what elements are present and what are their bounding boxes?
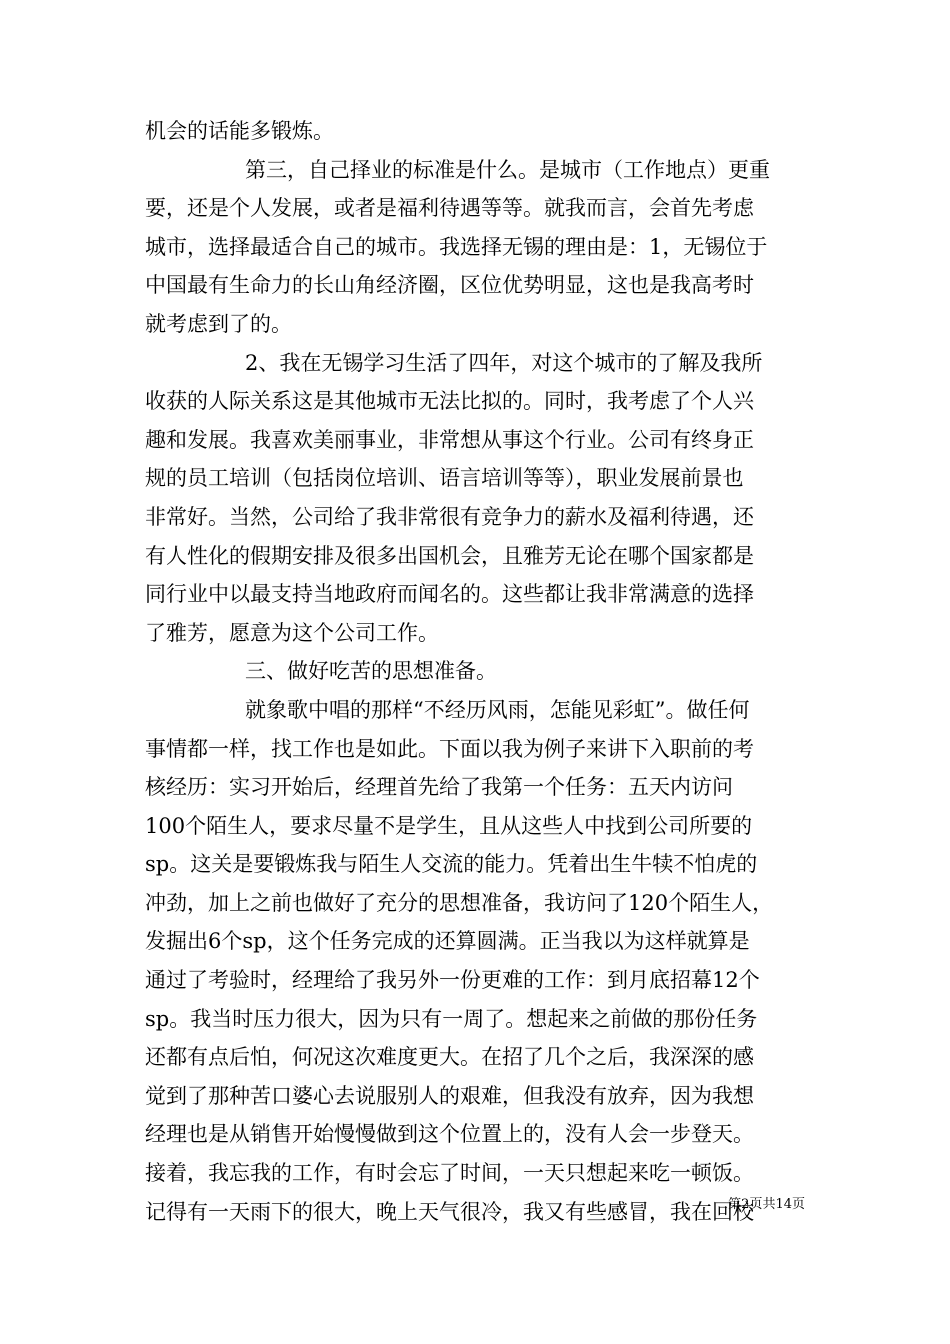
text-line: 记得有一天雨下的很大，晚上天气很冷，我又有些感冒，我在回校 [145,1199,754,1224]
text-line: 接着，我忘我的工作，有时会忘了时间，一天只想起来吃一顿饭。 [145,1161,754,1186]
text-line: 发掘出6个sp，这个任务完成的还算圆满。正当我以为这样就算是 [145,929,750,954]
text-line: 要，还是个人发展，或者是福利待遇等等。就我而言，会首先考虑 [145,196,754,221]
text-line: 规的员工培训（包括岗位培训、语言培训等等），职业发展前景也 [145,466,744,491]
text-line: 经理也是从销售开始慢慢做到这个位置上的，没有人会一步登天。 [145,1122,754,1147]
text-line: 通过了考验时，经理给了我另外一份更难的工作：到月底招幕12个 [145,968,760,993]
text-line: 核经历：实习开始后，经理首先给了我第一个任务：五天内访问 [145,775,733,800]
text-line: sp。我当时压力很大，因为只有一周了。想起来之前做的那份任务 [145,1006,758,1031]
text-line: 趣和发展。我喜欢美丽事业，非常想从事这个行业。公司有终身正 [145,427,754,452]
text-line: 还都有点后怕，何况这次难度更大。在招了几个之后，我深深的感 [145,1045,754,1070]
text-line: 了雅芳，愿意为这个公司工作。 [145,620,439,645]
text-line: 100个陌生人，要求尽量不是学生，且从这些人中找到公司所要的 [145,813,753,838]
text-line: 同行业中以最支持当地政府而闻名的。这些都让我非常满意的选择 [145,582,754,607]
text-line: 中国最有生命力的长山角经济圈，区位优势明显，这也是我高考时 [145,273,754,298]
text-line: sp。这关是要锻炼我与陌生人交流的能力。凭着出生牛犊不怕虎的 [145,852,758,877]
text-line: 非常好。当然，公司给了我非常很有竞争力的薪水及福利待遇，还 [145,504,754,529]
body-text [145,112,815,1231]
page-number-footer: 第2页共14页 [728,1197,805,1212]
text-line: 有人性化的假期安排及很多出国机会，且雅芳无论在哪个国家都是 [145,543,754,568]
text-line: 冲劲，加上之前也做好了充分的思想准备，我访问了120个陌生人， [145,890,774,915]
text-line: 机会的话能多锻炼。 [145,119,334,143]
text-line: 觉到了那种苦口婆心去说服别人的艰难，但我没有放弃，因为我想 [145,1083,754,1108]
text-line: 事情都一样，找工作也是如此。下面以我为例子来讲下入职前的考 [145,736,754,761]
text-line: 2、我在无锡学习生活了四年，对这个城市的了解及我所 [245,350,763,375]
section-heading: 三、做好吃苦的思想准备。 [245,659,497,684]
text-line: 城市，选择最适合自己的城市。我选择无锡的理由是：1，无锡位于 [145,234,768,259]
text-line: 收获的人际关系这是其他城市无法比拟的。同时，我考虑了个人兴 [145,389,754,414]
text-line: 就象歌中唱的那样“不经历风雨，怎能见彩虹”。做任何 [245,697,750,722]
text-line: 就考虑到了的。 [145,311,292,336]
text-line: 第三，自己择业的标准是什么。是城市（工作地点）更重 [245,157,770,182]
